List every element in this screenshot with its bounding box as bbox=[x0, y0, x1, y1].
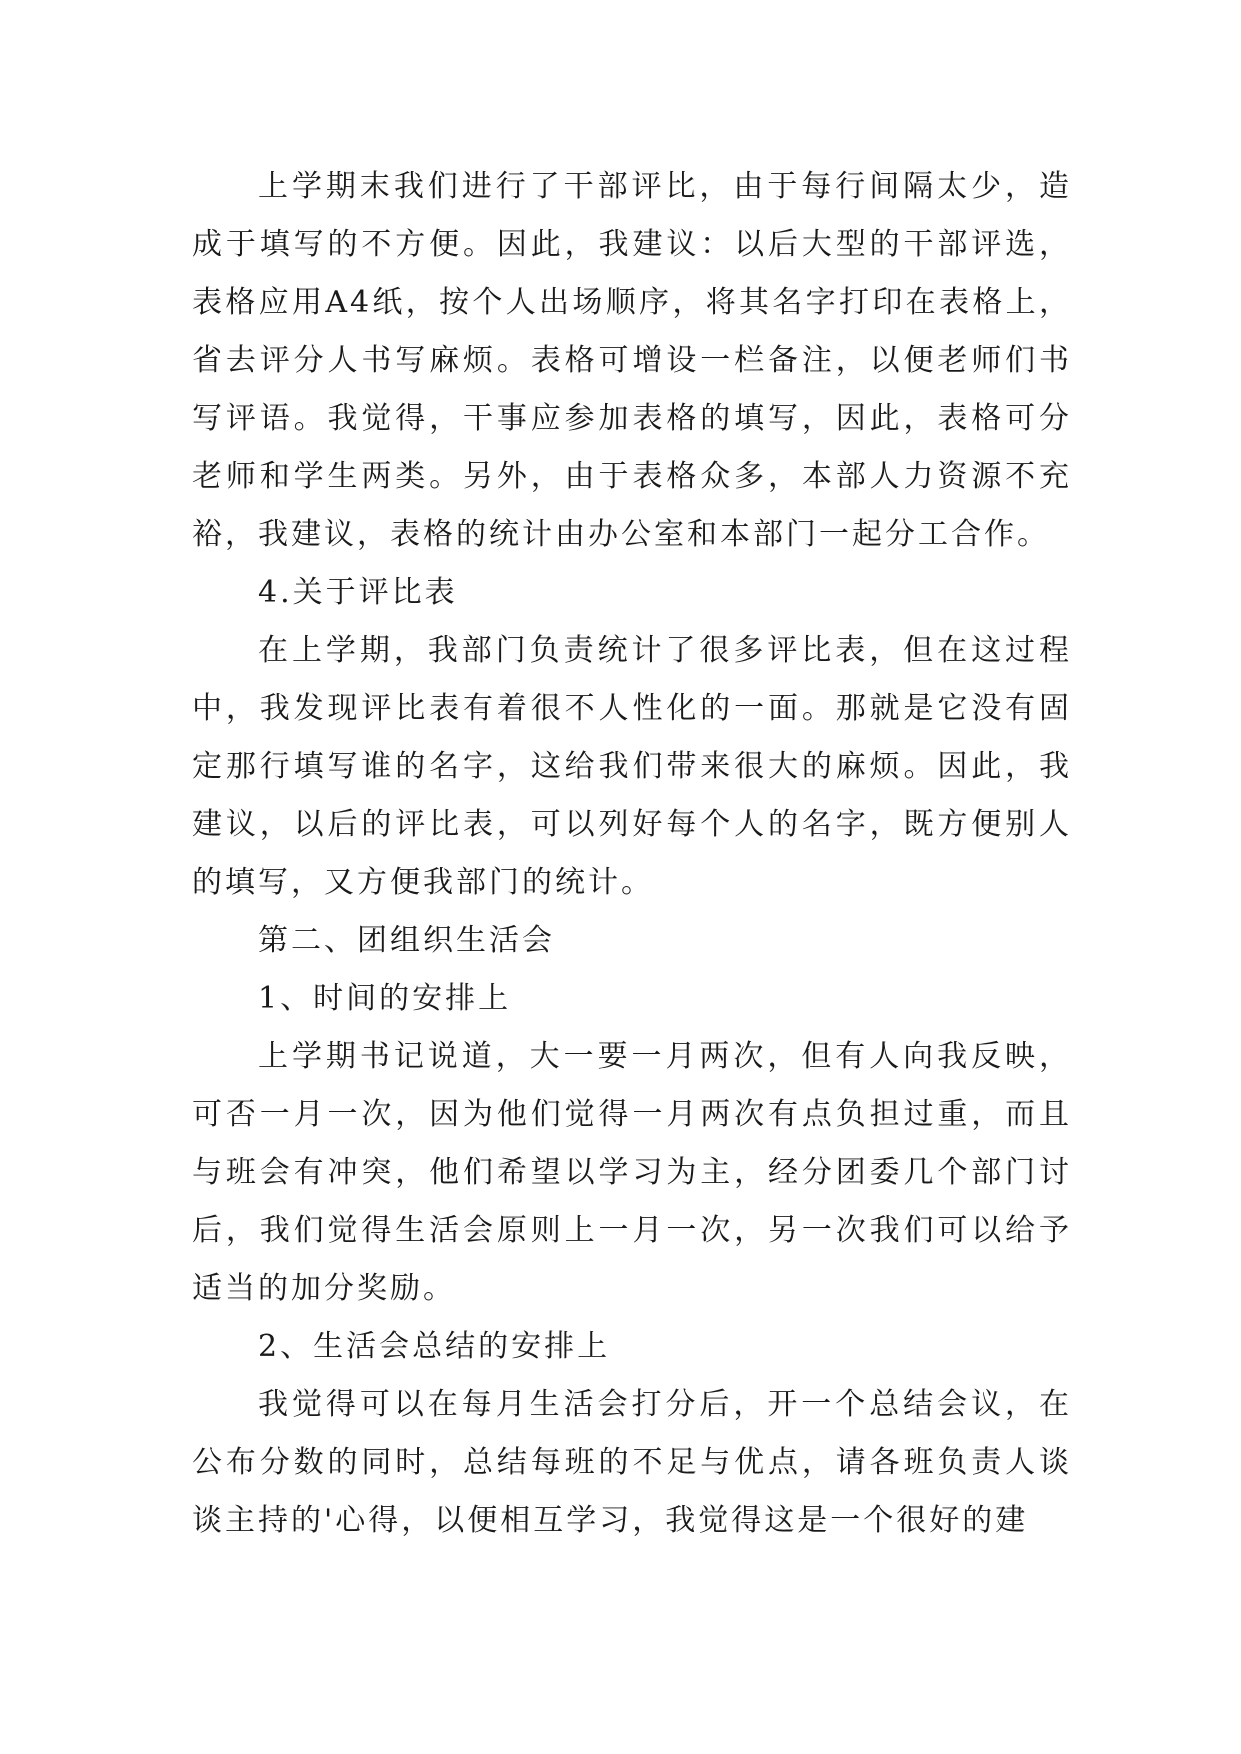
document-body bbox=[192, 158, 1072, 1550]
paragraph-meeting-summary: 我觉得可以在每月生活会打分后，开一个总结会议，在公布分数的同时，总结每班的不足与优点，请各班负责人谈谈主持的'心得，以便相互学习，我觉得这是一个很好的建 bbox=[192, 1387, 1072, 1538]
section-heading-evaluation-table: 4.关于评比表 bbox=[258, 575, 458, 610]
paragraph-evaluation-form-suggestion: 上学期末我们进行了干部评比，由于每行间隔太少，造成于填写的不方便。因此，我建议：以后大型的干部评选，表格应用A4纸，按个人出场顺序，将其名字打印在表格上，省去评分人书写麻烦。表格可增设一栏备注，以便老师们书写评语。我觉得，干事应参加表格的填写，因此，表格可分老师和学生两类。另外，由于表格众多，本部人力资源不充裕，我建议，表格的统计由办公室和本部门一起分工合作。 bbox=[192, 169, 1072, 552]
subheading-meeting-summary: 2、生活会总结的安排上 bbox=[258, 1329, 611, 1364]
subheading-time-arrangement: 1、时间的安排上 bbox=[258, 981, 512, 1016]
paragraph-evaluation-table: 在上学期，我部门负责统计了很多评比表，但在这过程中，我发现评比表有着很不人性化的一面。那就是它没有固定那行填写谁的名字，这给我们带来很大的麻烦。因此，我建议，以后的评比表，可以列好每个人的名字，既方便别人的填写，又方便我部门的统计。 bbox=[192, 633, 1072, 900]
paragraph-time-arrangement: 上学期书记说道，大一要一月两次，但有人向我反映，可否一月一次，因为他们觉得一月两次有点负担过重，而且与班会有冲突，他们希望以学习为主，经分团委几个部门讨后，我们觉得生活会原则上一月一次，另一次我们可以给予适当的加分奖励。 bbox=[192, 1039, 1072, 1306]
section-heading-league-meeting: 第二、团组织生活会 bbox=[258, 923, 555, 958]
